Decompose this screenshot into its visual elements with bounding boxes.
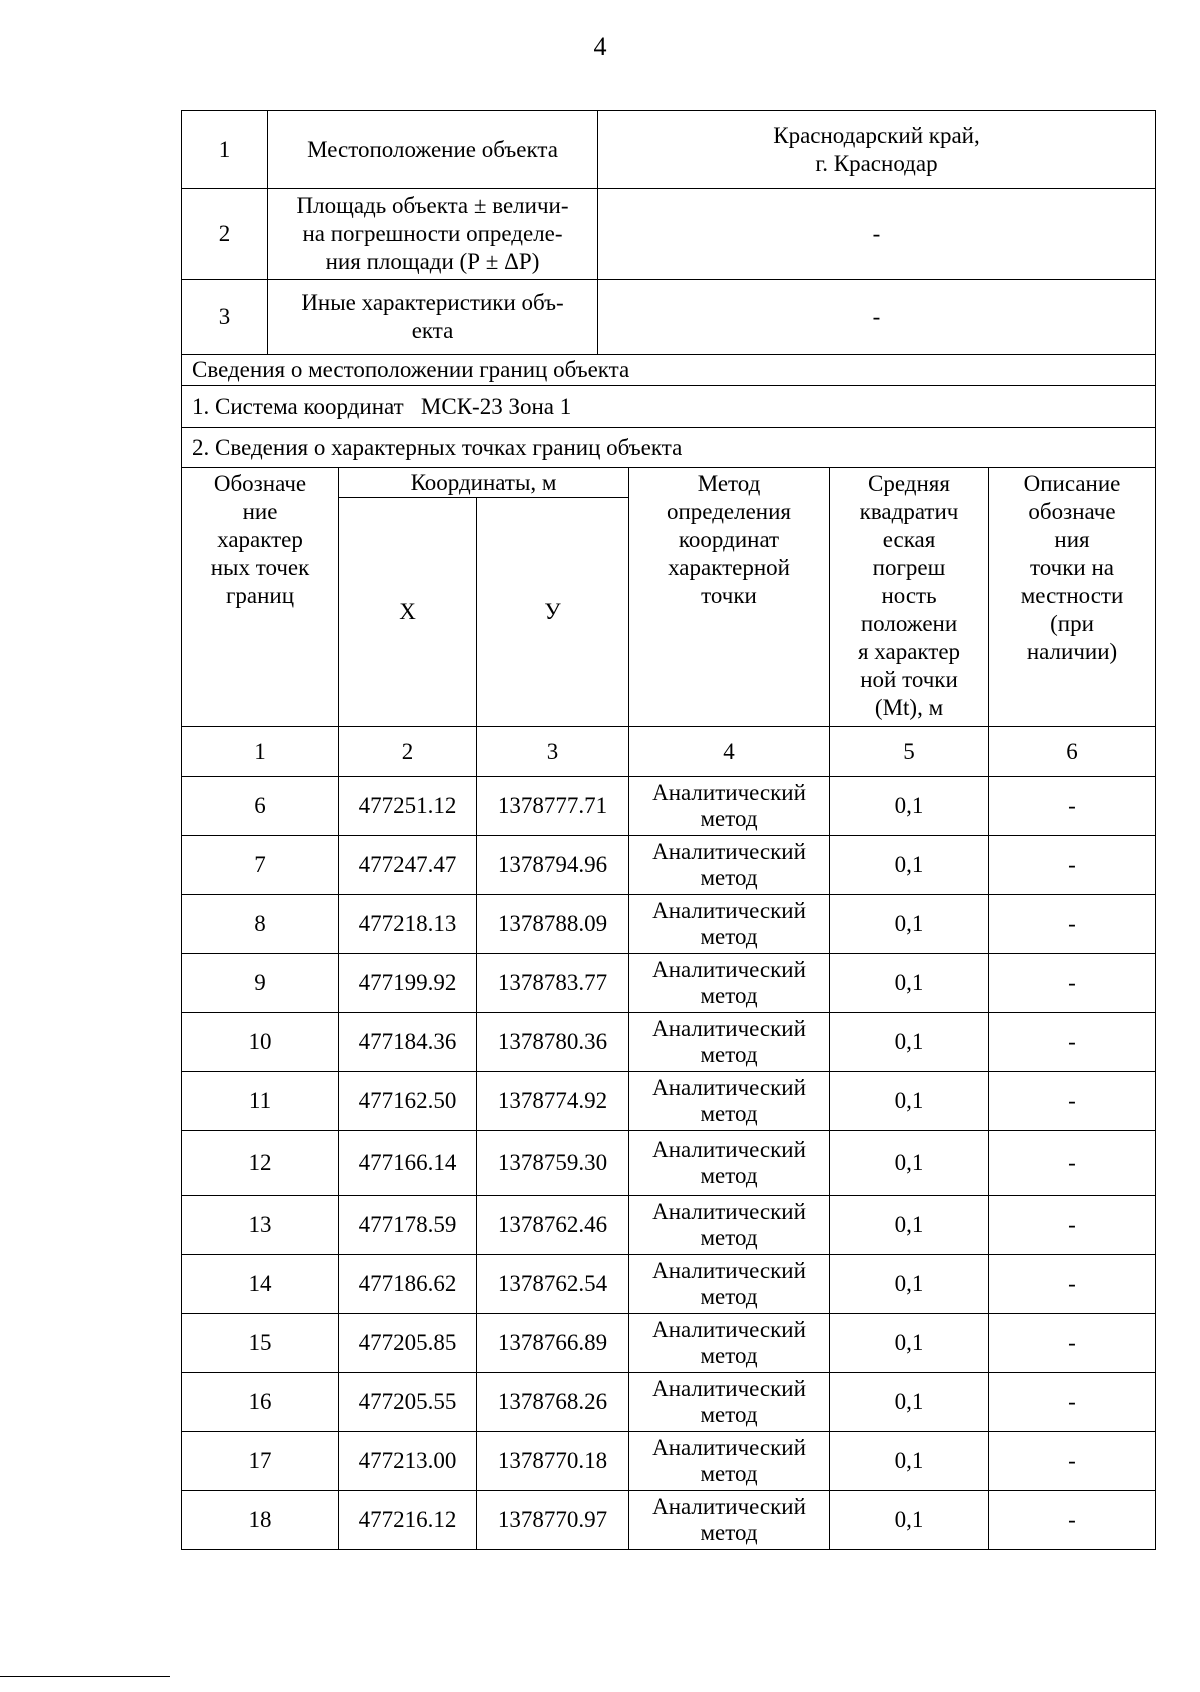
table-row [182,1255,1156,1314]
table-row [182,1314,1156,1373]
y-coordinate: 1378777.71 [477,777,629,836]
info-value-other: - [598,280,1156,355]
mean-square-error: 0,1 [830,954,989,1013]
table-row [182,1373,1156,1432]
point-id: 15 [182,1314,339,1373]
object-info-row [182,280,1156,355]
point-id: 10 [182,1013,339,1072]
column-number: 5 [830,727,989,777]
method: Аналитический метод [629,1072,830,1131]
y-coordinate: 1378759.30 [477,1131,629,1196]
point-id: 9 [182,954,339,1013]
mean-square-error: 0,1 [830,836,989,895]
coordinate-system: 1. Система координат МСК-23 Зона 1 [182,386,1156,428]
point-description: - [989,1255,1156,1314]
method: Аналитический метод [629,1131,830,1196]
mean-square-error: 0,1 [830,1072,989,1131]
y-coordinate: 1378780.36 [477,1013,629,1072]
point-id: 12 [182,1131,339,1196]
method: Аналитический метод [629,1432,830,1491]
point-description: - [989,1196,1156,1255]
x-coordinate: 477213.00 [339,1432,477,1491]
y-coordinate: 1378770.97 [477,1491,629,1550]
info-value-location: Краснодарский край, г. Краснодар [598,111,1156,189]
x-coordinate: 477216.12 [339,1491,477,1550]
object-info-row [182,189,1156,280]
x-coordinate: 477184.36 [339,1013,477,1072]
method: Аналитический метод [629,777,830,836]
method: Аналитический метод [629,1373,830,1432]
point-description: - [989,895,1156,954]
column-number: 2 [339,727,477,777]
point-description: - [989,1373,1156,1432]
info-label-location: Местоположение объекта [268,111,598,189]
point-description: - [989,1491,1156,1550]
point-description: - [989,836,1156,895]
table-row [182,1013,1156,1072]
mean-square-error: 0,1 [830,1491,989,1550]
point-description: - [989,1432,1156,1491]
table-row [182,1196,1156,1255]
x-coordinate: 477251.12 [339,777,477,836]
column-numbers-row [182,727,1156,777]
method: Аналитический метод [629,895,830,954]
header-method: Метод определения координат характерной точки [629,468,830,727]
table-row [182,1131,1156,1196]
table-row [182,1491,1156,1550]
header-y: У [477,498,629,727]
table-row [182,895,1156,954]
method: Аналитический метод [629,836,830,895]
x-coordinate: 477247.47 [339,836,477,895]
x-coordinate: 477178.59 [339,1196,477,1255]
x-coordinate: 477205.85 [339,1314,477,1373]
mean-square-error: 0,1 [830,895,989,954]
y-coordinate: 1378768.26 [477,1373,629,1432]
point-id: 16 [182,1373,339,1432]
page-number: 4 [593,32,607,61]
point-description: - [989,1131,1156,1196]
method: Аналитический метод [629,1491,830,1550]
method: Аналитический метод [629,1314,830,1373]
y-coordinate: 1378774.92 [477,1072,629,1131]
y-coordinate: 1378766.89 [477,1314,629,1373]
point-id: 17 [182,1432,339,1491]
info-label-area: Площадь объекта ± величи- на погрешности определе- ния площади (Р ± ΔР) [268,189,598,280]
method: Аналитический метод [629,1255,830,1314]
object-info-row [182,111,1156,189]
column-number: 6 [989,727,1156,777]
row-number: 2 [182,189,268,280]
method: Аналитический метод [629,1013,830,1072]
point-description: - [989,1072,1156,1131]
point-id: 6 [182,777,339,836]
point-id: 14 [182,1255,339,1314]
object-info-table [181,110,1156,468]
table-row [182,1432,1156,1491]
method: Аналитический метод [629,954,830,1013]
y-coordinate: 1378788.09 [477,895,629,954]
header-description: Описание обозначе ния точки на местности (при наличии) [989,468,1156,727]
row-number: 1 [182,111,268,189]
x-coordinate: 477162.50 [339,1072,477,1131]
header-mean-error: Средняя квадратич еская погреш ность положени я характер ной точки (Mt), м [830,468,989,727]
mean-square-error: 0,1 [830,1255,989,1314]
point-description: - [989,1314,1156,1373]
point-description: - [989,777,1156,836]
points-table [181,467,1156,1550]
info-label-other: Иные характеристики объ- екта [268,280,598,355]
mean-square-error: 0,1 [830,1314,989,1373]
x-coordinate: 477205.55 [339,1373,477,1432]
column-number: 3 [477,727,629,777]
column-number: 4 [629,727,830,777]
point-id: 8 [182,895,339,954]
mean-square-error: 0,1 [830,1432,989,1491]
boundary-section-title: Сведения о местоположении границ объекта [182,355,1156,386]
point-id: 7 [182,836,339,895]
table-row [182,1072,1156,1131]
mean-square-error: 0,1 [830,777,989,836]
y-coordinate: 1378762.54 [477,1255,629,1314]
x-coordinate: 477218.13 [339,895,477,954]
points-section-title: 2. Сведения о характерных точках границ объекта [182,428,1156,468]
method: Аналитический метод [629,1196,830,1255]
x-coordinate: 477199.92 [339,954,477,1013]
table-row [182,777,1156,836]
mean-square-error: 0,1 [830,1013,989,1072]
header-x: Х [339,498,477,727]
header-row [182,468,1156,498]
footnote-rule [0,1676,170,1677]
x-coordinate: 477166.14 [339,1131,477,1196]
points-body [182,777,1156,1550]
mean-square-error: 0,1 [830,1131,989,1196]
header-coordinates: Координаты, м [339,468,629,498]
y-coordinate: 1378794.96 [477,836,629,895]
point-id: 11 [182,1072,339,1131]
table-row [182,954,1156,1013]
point-id: 18 [182,1491,339,1550]
header-designation: Обозначе ние характер ных точек границ [182,468,339,727]
table-row [182,836,1156,895]
mean-square-error: 0,1 [830,1373,989,1432]
section-title-row [182,355,1156,386]
y-coordinate: 1378783.77 [477,954,629,1013]
x-coordinate: 477186.62 [339,1255,477,1314]
column-number: 1 [182,727,339,777]
point-id: 13 [182,1196,339,1255]
points-title-row [182,428,1156,468]
mean-square-error: 0,1 [830,1196,989,1255]
info-value-area: - [598,189,1156,280]
row-number: 3 [182,280,268,355]
y-coordinate: 1378762.46 [477,1196,629,1255]
coord-system-row [182,386,1156,428]
point-description: - [989,954,1156,1013]
y-coordinate: 1378770.18 [477,1432,629,1491]
point-description: - [989,1013,1156,1072]
